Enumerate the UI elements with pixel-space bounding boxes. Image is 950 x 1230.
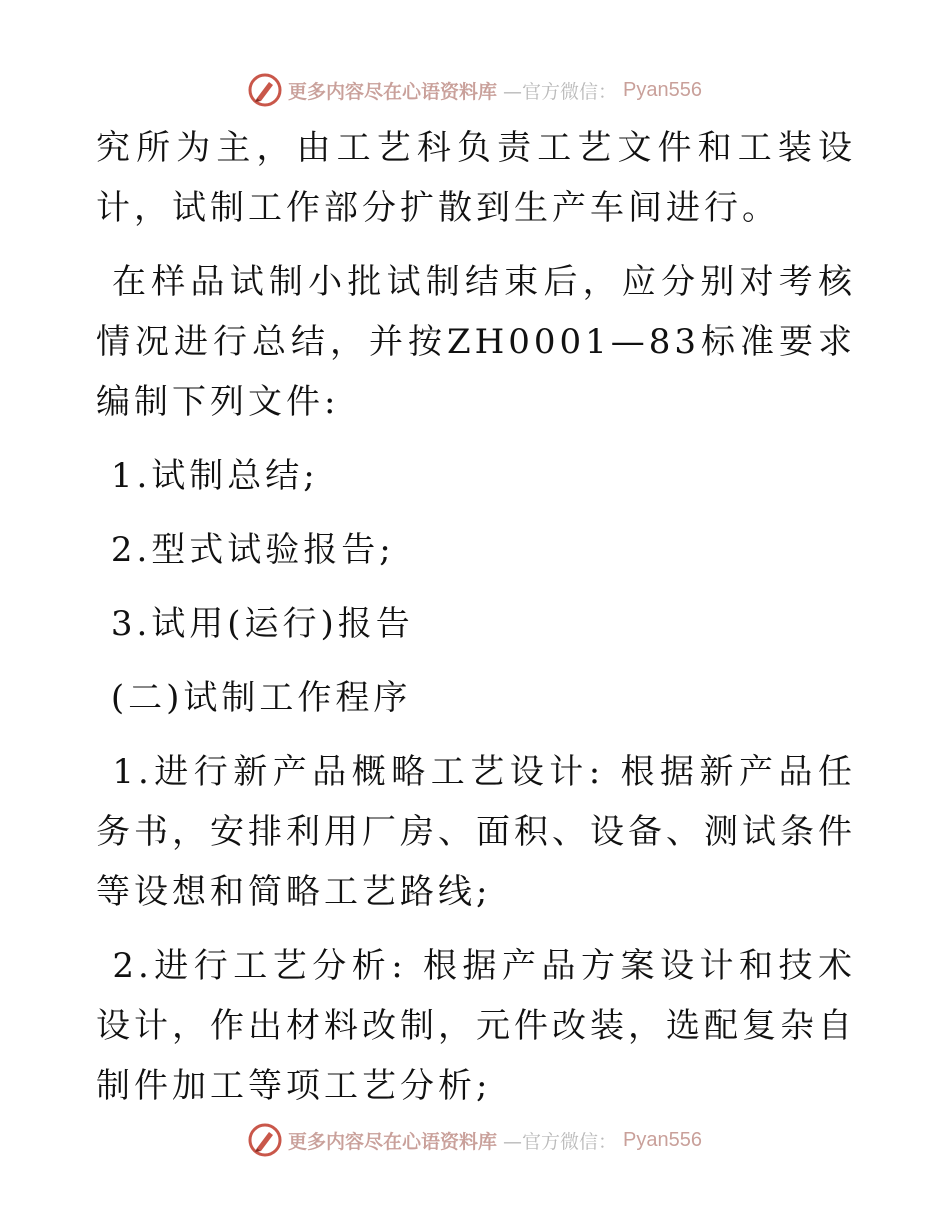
watermark-id: Pyan556	[623, 1128, 702, 1151]
pen-logo-icon	[248, 1123, 282, 1157]
list-item: 1.进行新产品概略工艺设计: 根据新产品任务书，安排利用厂房、面积、设备、测试条件等设想和简略工艺路线;	[96, 752, 856, 912]
watermark-header	[0, 70, 950, 110]
watermark-text: 更多内容尽在心语资料库	[288, 1130, 498, 1153]
watermark-id: Pyan556	[623, 78, 702, 101]
list-item: 3.试用(运行)报告	[96, 604, 414, 644]
watermark-separator: —官方微信：	[503, 1130, 618, 1153]
watermark-footer	[0, 1120, 950, 1160]
paragraph: 究所为主，由工艺科负责工艺文件和工装设计，试制工作部分扩散到生产车间进行。	[96, 128, 856, 228]
list-item: 2.型式试验报告;	[96, 530, 395, 570]
list-item: 1.试制总结;	[96, 456, 319, 496]
watermark-text: 更多内容尽在心语资料库	[288, 80, 498, 103]
watermark-separator: —官方微信：	[503, 80, 618, 103]
pen-logo-icon	[248, 73, 282, 107]
document-body	[96, 118, 856, 1116]
list-item: 2.进行工艺分析: 根据产品方案设计和技术设计，作出材料改制，元件改装，选配复杂自制件加工等项工艺分析;	[96, 946, 856, 1106]
section-heading: (二)试制工作程序	[96, 678, 412, 718]
paragraph: 在样品试制小批试制结束后，应分别对考核情况进行总结，并按ZH0001—83标准要求编制下列文件:	[96, 262, 856, 422]
